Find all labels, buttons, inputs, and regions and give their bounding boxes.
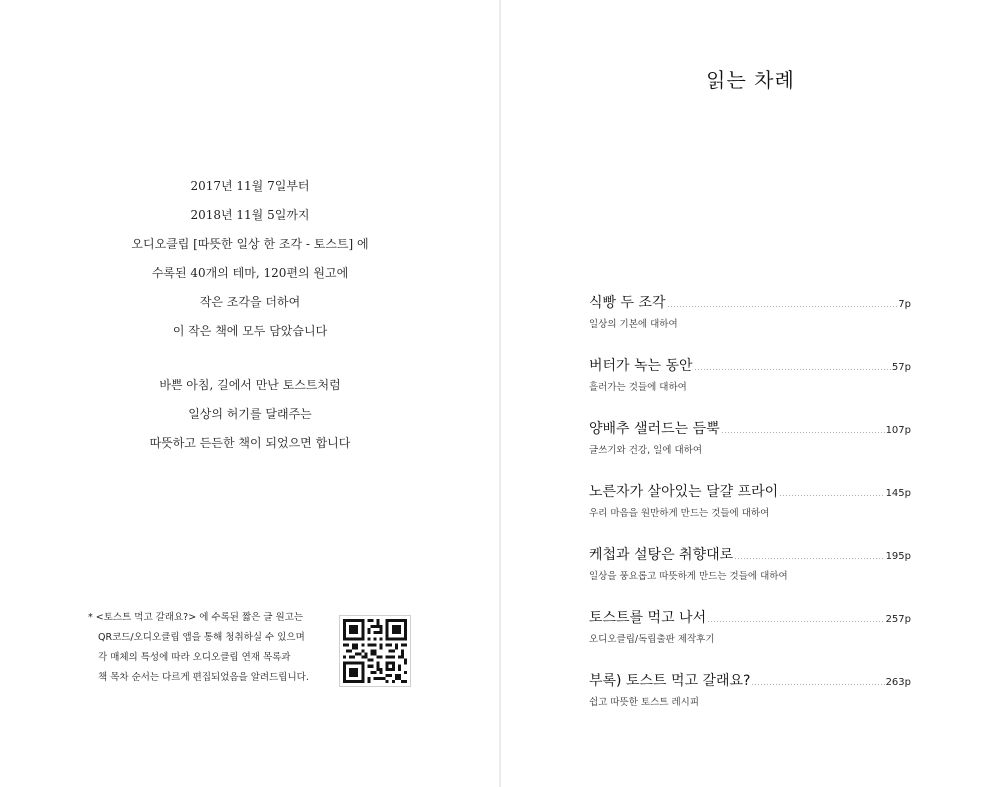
toc-page-number: 145p bbox=[885, 488, 911, 499]
dot-leader bbox=[721, 432, 885, 433]
intro-line: 2017년 11월 7일부터 bbox=[190, 179, 310, 193]
dot-leader bbox=[779, 495, 884, 496]
intro-line: 이 작은 책에 모두 담았습니다 bbox=[172, 324, 328, 338]
footnote-line: 책 목차 순서는 다르게 편집되었음을 알려드립니다. bbox=[98, 672, 309, 683]
dot-leader bbox=[707, 621, 884, 622]
toc-chapter-title: 노른자가 살아있는 달걀 프라이 bbox=[589, 484, 779, 500]
toc-chapter-title: 양배추 샐러드는 듬뿍 bbox=[589, 421, 720, 437]
footnote bbox=[88, 608, 338, 688]
toc-chapter-subtitle: 쉽고 따뜻한 토스트 레시피 bbox=[589, 697, 700, 708]
toc-entry[interactable] bbox=[589, 607, 911, 670]
toc-chapter-title: 케첩과 설탕은 취향대로 bbox=[589, 547, 734, 563]
table-of-contents bbox=[589, 292, 911, 733]
intro-line: 따뜻하고 든든한 책이 되었으면 합니다 bbox=[149, 436, 351, 450]
toc-row bbox=[589, 418, 911, 436]
toc-page-number: 195p bbox=[885, 551, 911, 562]
toc-entry[interactable] bbox=[589, 544, 911, 607]
toc-entry[interactable] bbox=[589, 355, 911, 418]
right-page bbox=[501, 0, 1000, 787]
intro-line: 일상의 허기를 달래주는 bbox=[188, 407, 312, 421]
toc-row bbox=[589, 481, 911, 499]
toc-page-number: 57p bbox=[891, 362, 911, 373]
toc-entry[interactable] bbox=[589, 670, 911, 733]
toc-entry[interactable] bbox=[589, 418, 911, 481]
dot-leader bbox=[751, 684, 884, 685]
qr-code-graphic bbox=[343, 619, 407, 683]
toc-page-number: 7p bbox=[898, 299, 911, 310]
toc-page-number: 107p bbox=[885, 425, 911, 436]
toc-chapter-title: 식빵 두 조각 bbox=[589, 295, 666, 311]
dot-leader bbox=[667, 306, 898, 307]
intro-line: 작은 조각을 더하여 bbox=[199, 295, 301, 309]
toc-chapter-subtitle: 우리 마음을 원만하게 만드는 것들에 대하여 bbox=[589, 508, 770, 519]
toc-chapter-subtitle: 글쓰기와 건강, 일에 대하여 bbox=[589, 445, 703, 456]
toc-row bbox=[589, 670, 911, 688]
footnote-line: 각 매체의 특성에 따라 오디오클립 연재 목록과 bbox=[98, 652, 291, 663]
dot-leader bbox=[734, 558, 884, 559]
footnote-line: QR코드/오디오클립 앱을 통해 청취하실 수 있으며 bbox=[98, 632, 305, 643]
toc-chapter-subtitle: 일상을 풍요롭고 따뜻하게 만드는 것들에 대하여 bbox=[589, 571, 788, 582]
toc-row bbox=[589, 607, 911, 625]
toc-page-number: 257p bbox=[885, 614, 911, 625]
toc-chapter-title: 토스트를 먹고 나서 bbox=[589, 610, 707, 626]
intro-line: 수록된 40개의 테마, 120편의 원고에 bbox=[151, 266, 349, 280]
intro-line: 오디오클립 [따뜻한 일상 한 조각 - 토스트] 에 bbox=[131, 237, 369, 251]
intro-line: 2018년 11월 5일까지 bbox=[190, 208, 310, 222]
toc-page-number: 263p bbox=[885, 677, 911, 688]
qr-code-icon[interactable] bbox=[339, 615, 411, 687]
toc-title: 읽는 차례 bbox=[706, 68, 795, 92]
paragraph-gap bbox=[0, 346, 500, 371]
toc-chapter-subtitle: 흘러가는 것들에 대하여 bbox=[589, 382, 687, 393]
toc-row bbox=[589, 292, 911, 310]
dot-leader bbox=[694, 369, 891, 370]
intro-line: 바쁜 아침, 길에서 만난 토스트처럼 bbox=[159, 378, 341, 392]
toc-row bbox=[589, 544, 911, 562]
toc-entry[interactable] bbox=[589, 481, 911, 544]
intro-text bbox=[0, 172, 500, 458]
toc-row bbox=[589, 355, 911, 373]
toc-chapter-subtitle: 일상의 기본에 대하여 bbox=[589, 319, 678, 330]
footnote-line: * <토스트 먹고 갈래요?> 에 수록된 짧은 글 원고는 bbox=[88, 612, 304, 623]
toc-entry[interactable] bbox=[589, 292, 911, 355]
toc-chapter-title: 부록) 토스트 먹고 갈래요? bbox=[589, 673, 751, 689]
toc-chapter-title: 버터가 녹는 동안 bbox=[589, 358, 693, 374]
toc-chapter-subtitle: 오디오클립/독립출판 제작후기 bbox=[589, 634, 715, 645]
